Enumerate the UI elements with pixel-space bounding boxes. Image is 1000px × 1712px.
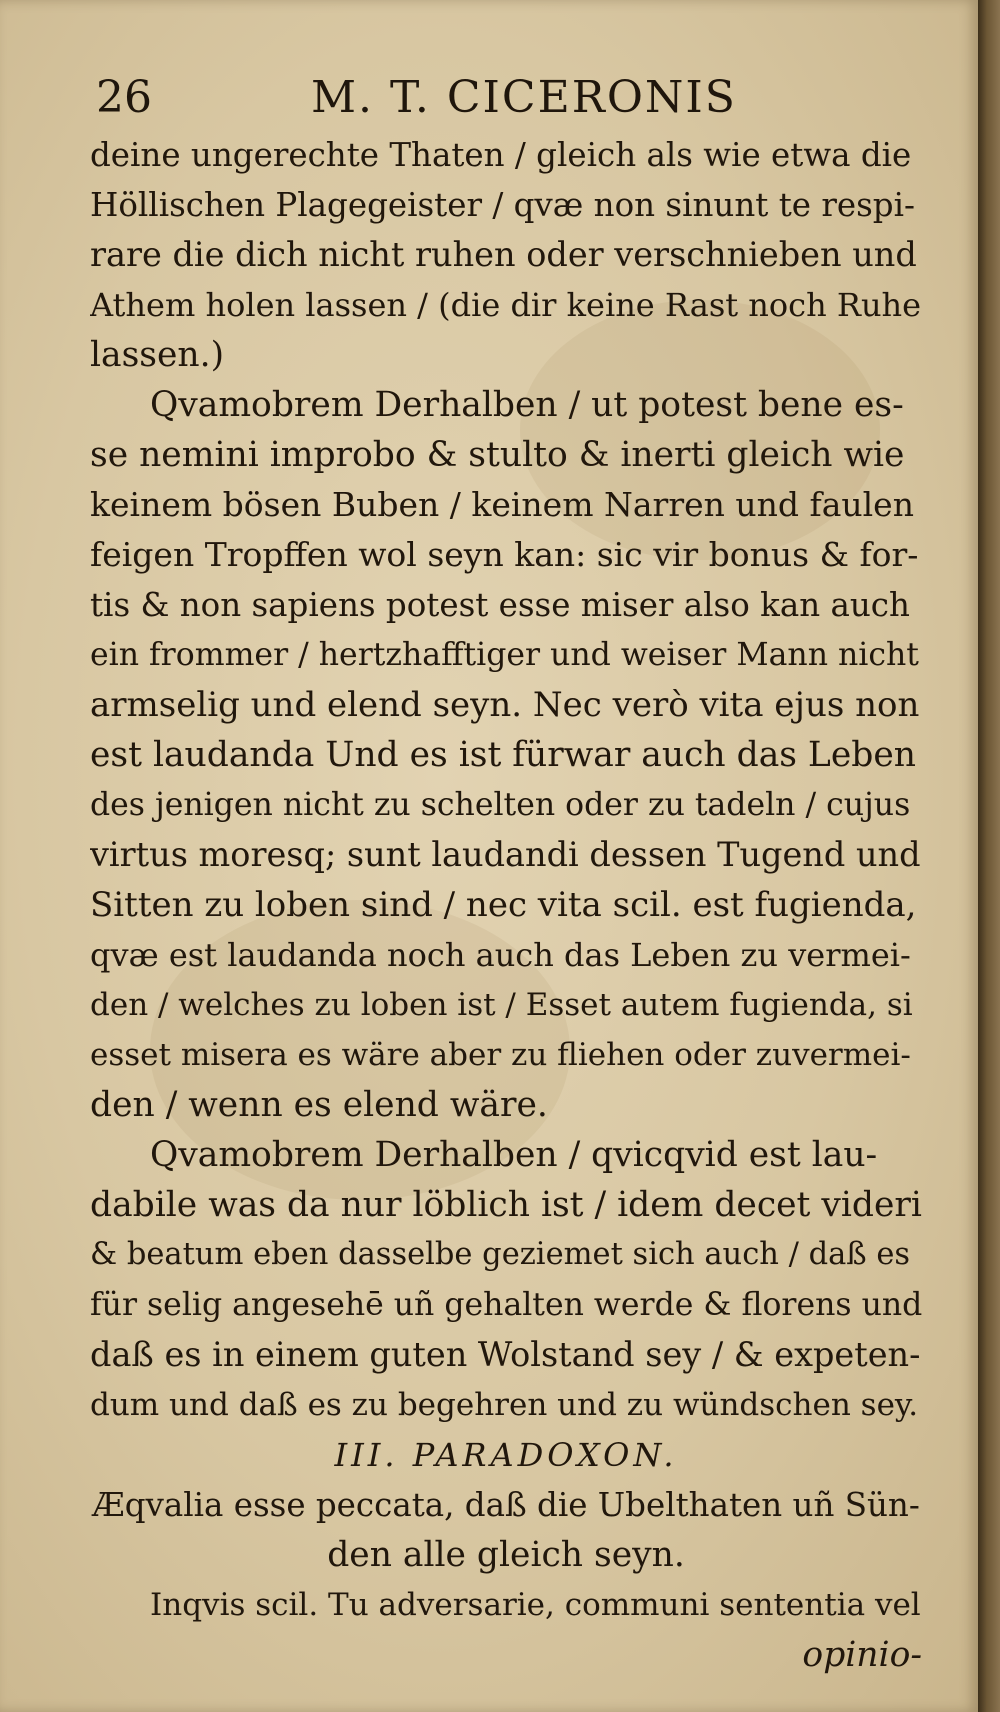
paragraph-start-line: Inqvis scil. Tu adversarie, communi sententia vel xyxy=(150,1587,921,1623)
text-line: den / wenn es elend wäre. xyxy=(90,1085,548,1125)
text-line: virtus moresq; sunt laudandi dessen Tugend und xyxy=(90,835,921,874)
section-subtitle-line: den alle gleich seyn. xyxy=(327,1535,685,1575)
text-line: Athem holen lassen / (die dir keine Rast noch Ruhe xyxy=(90,286,922,324)
text-line: est laudanda Und es ist fürwar auch das Leben xyxy=(90,735,916,775)
running-head: M. T. CICERONIS xyxy=(311,72,737,123)
text-line: für selig angesehē uñ gehalten werde & florens und xyxy=(90,1287,922,1323)
text-body xyxy=(90,130,922,1680)
text-line: dabile was da nur löblich ist / idem decet videri xyxy=(90,1185,922,1225)
text-line: armselig und elend seyn. Nec verò vita ejus non xyxy=(90,685,920,725)
text-line: esset misera es wäre aber zu fliehen oder zuvermei- xyxy=(90,1037,911,1073)
text-line: lassen.) xyxy=(90,335,225,375)
book-gutter xyxy=(978,0,1000,1712)
text-line: ein frommer / hertzhafftiger und weiser Mann nicht xyxy=(90,637,919,673)
text-line: feigen Tropffen wol seyn kan: sic vir bonus & for- xyxy=(90,535,919,574)
text-line: deine ungerechte Thaten / gleich als wie etwa die xyxy=(90,136,912,174)
text-line: se nemini improbo & stulto & inerti gleich wie xyxy=(90,435,905,475)
page-header xyxy=(96,72,916,132)
text-line: keinem bösen Buben / keinem Narren und faulen xyxy=(90,485,914,524)
page-number: 26 xyxy=(96,72,152,123)
catchword: opinio- xyxy=(802,1635,922,1675)
text-line: des jenigen nicht zu schelten oder zu tadeln / cujus xyxy=(90,787,911,823)
paragraph-start-line: Qvamobrem Derhalben / ut potest bene es- xyxy=(150,385,904,425)
text-line: tis & non sapiens potest esse miser also kan auch xyxy=(90,586,910,624)
text-line: Sitten zu loben sind / nec vita scil. est fugienda, xyxy=(90,885,917,925)
text-line: rare die dich nicht ruhen oder verschnieben und xyxy=(90,235,917,274)
text-line: dum und daß es zu begehren und zu wündschen sey. xyxy=(90,1387,919,1423)
text-line: & beatum eben dasselbe geziemet sich auch / daß es xyxy=(90,1237,911,1272)
section-subtitle-line: Æqvalia esse peccata, daß die Ubelthaten uñ Sün- xyxy=(92,1486,920,1524)
paragraph-start-line: Qvamobrem Derhalben / qvicqvid est lau- xyxy=(150,1135,878,1175)
text-line: den / welches zu loben ist / Esset autem fugienda, si xyxy=(90,987,913,1023)
text-line: Höllischen Plagegeister / qvæ non sinunt te respi- xyxy=(90,186,915,224)
section-heading: III. PARADOXON. xyxy=(334,1436,678,1474)
text-line: qvæ est laudanda noch auch das Leben zu vermei- xyxy=(90,936,911,974)
text-line: daß es in einem guten Wolstand sey / & expeten- xyxy=(90,1335,921,1374)
